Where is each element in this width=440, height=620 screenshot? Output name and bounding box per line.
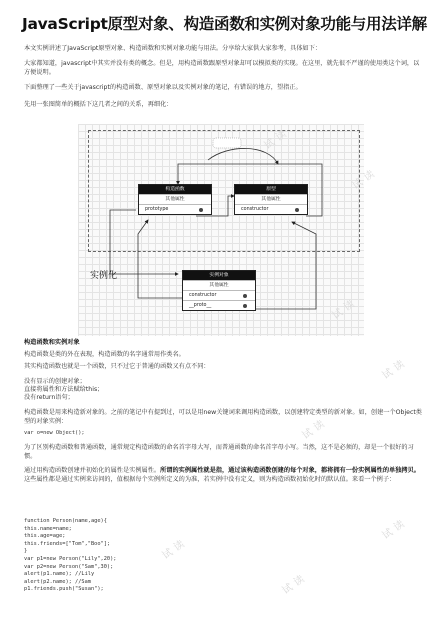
watermark: 试读 xyxy=(262,126,292,152)
constructor-label: constructor xyxy=(241,207,269,212)
ellipse-label xyxy=(213,138,241,148)
watermark: 试读 xyxy=(280,571,310,597)
paragraph-1: 大家都知道，javascript中其实并没有类的概念。但是，用构造函数跟原型对象却可以模拟类的实现。在这里，就先很不严谨的使用类这个词，以方便说明。 xyxy=(24,60,420,76)
section-heading: 构造函数和实例对象 xyxy=(24,339,80,346)
instance-box-proto xyxy=(183,300,255,310)
pointer-dot-icon xyxy=(243,304,247,308)
page-title: JavaScript原型对象、构造函数和实例对象功能与用法详解 xyxy=(22,15,427,33)
watermark: 试读 xyxy=(380,516,410,542)
list-item: 没有return语句； xyxy=(24,394,74,401)
instance-box-constructor xyxy=(183,290,255,300)
prototype-box-other: 其他属性 xyxy=(235,194,307,204)
inst-constructor-label: constructor xyxy=(189,293,217,298)
code-sample-2: function Person(name,age){ this.name=name; this.age=age; this.friends=["Tom","Boo"]; } var p1=new Person("Lily",20); var p2=new Person("Sam",30); alert(p1.name); //Lily alert(p2.name); //Sam p1.friends.push("Susan"); xyxy=(24,518,117,593)
instance-attr-tail: 这些属性都是通过实例来访问的，值根据每个实例所定义的为准，若实例中没有定义，则为构造函数初始化时的默认值。来看一个例子： xyxy=(24,475,396,483)
instance-box-other: 其他属性 xyxy=(183,280,255,290)
pointer-dot-icon xyxy=(295,208,299,212)
constructor-box-prototype xyxy=(139,204,211,214)
code-sample-1: var o=new Object(); xyxy=(24,430,85,436)
instance-box xyxy=(182,270,256,311)
paragraph-2: 下面整理了一些关于javascript的构造函数、原型对象以及实例对象的笔记，有错误的地方，望指正。 xyxy=(24,84,302,91)
relationship-diagram xyxy=(78,124,364,336)
section-para-3: 构造函数是用来构造新对象的。之前的笔记中有提到过，可以是用new关键词来调用构造函数，以创建特定类型的新对象。如，创建一个Object类型的对象实例： xyxy=(24,409,422,425)
watermark: 试读 xyxy=(300,416,330,442)
watermark: 试读 xyxy=(350,166,380,192)
instantiate-label: 实例化 xyxy=(90,271,118,281)
prototype-box-constructor xyxy=(235,204,307,214)
constructor-box xyxy=(138,184,212,215)
proto-label: __proto__ xyxy=(189,303,212,308)
prototype-box-title: 原型 xyxy=(235,185,307,194)
list-item: 没有显示的创建对象； xyxy=(24,378,86,385)
paragraph-3: 先用一张图简单的概括下这几者之间的关系，再细化： xyxy=(24,101,173,108)
pointer-dot-icon xyxy=(243,294,247,298)
watermark: 试读 xyxy=(380,356,410,382)
inst-proto-arrow xyxy=(256,222,316,309)
constructor-box-title: 构造函数 xyxy=(139,185,211,194)
section-para-4: 为了区别构造函数和普通函数，通常规定构造函数的命名首字母大写，而普通函数的命名首字母小写。当然，这不是必须的，却是一个很好的习惯。 xyxy=(24,444,414,460)
instance-attr-bold: 所谓的实例属性就是指，通过该构造函数创建的每个对象，都将拥有一份实例属性的单独拷贝。 xyxy=(160,467,420,474)
instance-attr-lead: 通过用构造函数创建并初始化的属性是实例属性。 xyxy=(24,467,161,474)
section-para-1: 构造函数是类的外在表现，构造函数的名字通常用作类名。 xyxy=(24,351,185,358)
pointer-dot-icon xyxy=(199,208,203,212)
instantiate-arrow xyxy=(110,210,178,274)
watermark: 试读 xyxy=(160,536,190,562)
intro-paragraph: 本文实例讲述了JavaScript原型对象、构造函数和实例对象功能与用法。分享给大家供大家参考，具体如下： xyxy=(24,45,322,52)
instance-box-title: 实例对象 xyxy=(183,271,255,280)
section-para-2: 其实构造函数也就是一个函数，只不过它于普通的函数又有点不同： xyxy=(24,363,210,370)
watermark: 试读 xyxy=(330,296,360,322)
section-para-5 xyxy=(24,467,424,484)
prototype-label: prototype xyxy=(145,207,169,212)
constructor-box-other: 其他属性 xyxy=(139,194,211,204)
inst-constructor-arrow xyxy=(138,220,182,298)
prototype-box xyxy=(234,184,308,215)
list-item: 直接将属性和方法赋给this； xyxy=(24,386,104,393)
